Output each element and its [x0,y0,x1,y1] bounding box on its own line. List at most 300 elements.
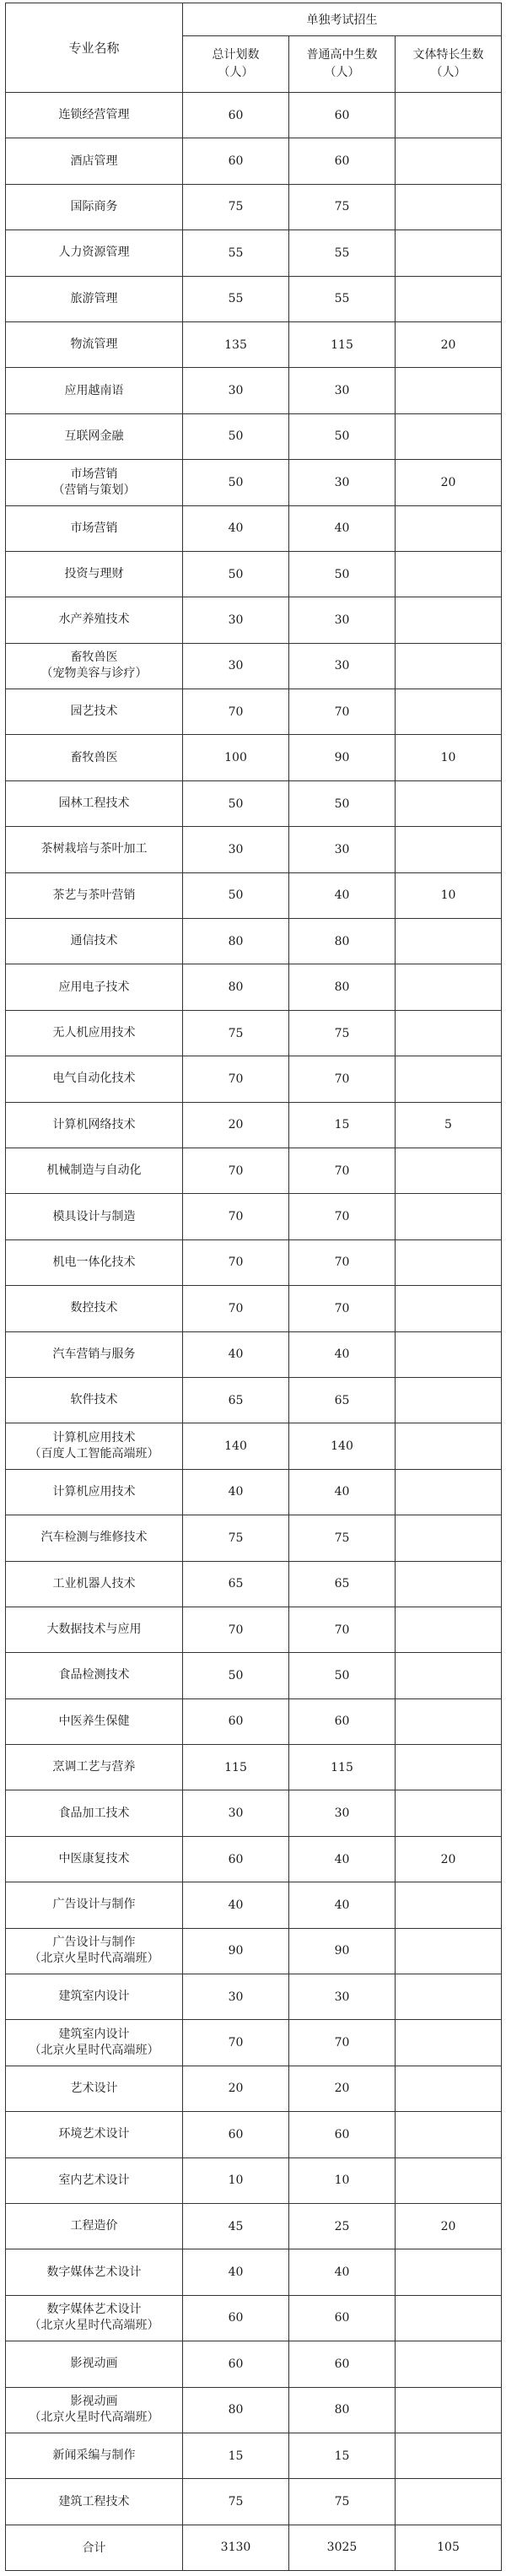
plan-body [6,93,502,2525]
total-plan-cell: 45 [183,2203,289,2249]
general-students-cell: 60 [289,1698,396,1744]
general-students-cell: 70 [289,2020,396,2066]
header-special-talent-line2: （人） [430,66,466,79]
major-name-cell [6,827,183,872]
special-talent-cell [396,2020,502,2066]
major-name-cell [6,1010,183,1056]
general-students-cell: 90 [289,735,396,780]
general-students-cell: 30 [289,827,396,872]
total-plan-cell: 80 [183,919,289,964]
table-row [6,1331,502,1377]
major-name: 软件技术 [70,1393,118,1407]
general-students-cell: 80 [289,964,396,1010]
table-row [6,2433,502,2478]
general-students-cell: 40 [289,872,396,918]
major-name-cell [6,1974,183,2020]
total-plan-cell: 60 [183,2112,289,2157]
general-students-cell: 40 [289,1836,396,1882]
table-row [6,1239,502,1285]
total-plan-cell: 40 [183,1331,289,1377]
special-talent-cell [396,1882,502,1928]
special-talent-cell: 10 [396,735,502,780]
special-talent-cell [396,505,502,551]
enrollment-plan-table [5,3,502,2571]
major-name: 广告设计与制作 [52,1898,136,1912]
total-plan-cell: 20 [183,1102,289,1148]
table-row [6,1607,502,1652]
general-students-cell: 55 [289,276,396,321]
major-name-cell [6,1882,183,1928]
special-talent-cell [396,780,502,826]
total-plan-cell: 60 [183,93,289,138]
major-name: 艺术设计 [70,2081,118,2095]
total-plan-cell: 30 [183,643,289,689]
major-name-cell [6,2249,183,2295]
special-talent-cell [396,1698,502,1744]
major-name-cell [6,1836,183,1882]
special-talent-cell [396,368,502,413]
general-students-cell: 30 [289,597,396,643]
general-students-cell: 40 [289,1469,396,1515]
major-name-cell [6,1148,183,1193]
table-row [6,689,502,735]
total-plan-cell: 65 [183,1377,289,1423]
major-name: 投资与理财 [64,567,124,581]
special-talent-cell [396,1607,502,1652]
table-row [6,230,502,276]
total-plan-cell: 40 [183,505,289,551]
general-students-cell: 60 [289,2295,396,2341]
total-plan-cell: 70 [183,1286,289,1331]
major-name-cell [6,1377,183,1423]
table-row [6,2479,502,2525]
major-name-cell [6,2157,183,2203]
major-name: 机电一体化技术 [52,1255,136,1269]
special-talent-cell [396,2387,502,2433]
special-talent-cell [396,643,502,689]
total-special-sum: 105 [396,2525,502,2570]
general-students-cell: 65 [289,1561,396,1607]
general-students-cell: 50 [289,413,396,459]
table-row [6,735,502,780]
table-row [6,872,502,918]
table-row [6,2341,502,2387]
total-general-sum: 3025 [289,2525,396,2570]
table-row [6,2387,502,2433]
general-students-cell: 55 [289,230,396,276]
major-name-note: （宠物美容与诊疗） [40,667,148,681]
major-name: 中医养生保健 [58,1714,130,1728]
major-name: 应用电子技术 [58,980,130,994]
header-total-plan [183,36,289,93]
general-students-cell: 70 [289,689,396,735]
major-name-cell [6,2203,183,2249]
total-plan-cell: 75 [183,1515,289,1561]
total-plan-cell: 10 [183,2157,289,2203]
major-name-cell [6,321,183,367]
major-name: 建筑室内设计 [58,2028,130,2042]
special-talent-cell [396,1331,502,1377]
major-name-cell [6,460,183,505]
table-row [6,1790,502,1836]
general-students-cell: 75 [289,2479,396,2525]
major-name-note: （北京火星时代高端班） [29,2411,159,2425]
special-talent-cell [396,2295,502,2341]
major-name: 园艺技术 [70,705,118,719]
major-name-cell [6,597,183,643]
major-name: 机械制造与自动化 [46,1164,142,1178]
total-plan-sum: 3130 [183,2525,289,2570]
table-row [6,368,502,413]
total-plan-cell: 60 [183,1836,289,1882]
special-talent-cell [396,1928,502,1974]
special-talent-cell [396,1974,502,2020]
special-talent-cell [396,1469,502,1515]
header-major-name: 专业名称 [6,3,183,93]
total-plan-cell: 90 [183,1928,289,1974]
major-name-cell [6,1928,183,1974]
major-name-cell [6,93,183,138]
general-students-cell: 75 [289,1010,396,1056]
table-row [6,460,502,505]
special-talent-cell [396,2479,502,2525]
general-students-cell: 75 [289,184,396,230]
major-name-cell [6,1698,183,1744]
table-row [6,1286,502,1331]
table-row [6,184,502,230]
major-name: 食品检测技术 [58,1668,130,1682]
general-students-cell: 25 [289,2203,396,2249]
general-students-cell: 75 [289,1515,396,1561]
total-plan-cell: 30 [183,1974,289,2020]
major-name-note: （百度人工智能高端班） [29,1447,159,1461]
header-special-talent-line1: 文体特长生数 [412,48,484,62]
major-name: 畜牧兽医 [70,651,118,665]
table-row [6,413,502,459]
major-name-note: （北京火星时代高端班） [29,2044,159,2058]
major-name-note: （北京火星时代高端班） [29,1952,159,1966]
table-row [6,1974,502,2020]
major-name-cell [6,1423,183,1469]
table-row [6,276,502,321]
table-row [6,1882,502,1928]
major-name: 计算机网络技术 [52,1117,136,1131]
major-name: 畜牧兽医 [70,750,118,764]
major-name: 水产养殖技术 [58,613,130,627]
general-students-cell: 60 [289,93,396,138]
major-name-cell [6,1056,183,1102]
total-plan-cell: 60 [183,2295,289,2341]
general-students-cell: 30 [289,368,396,413]
major-name: 茶树栽培与茶叶加工 [40,842,148,856]
major-name-cell [6,230,183,276]
header-total-plan-line2: （人） [218,66,254,79]
major-name-cell [6,2479,183,2525]
major-name: 烹调工艺与营养 [52,1760,136,1774]
general-students-cell: 50 [289,780,396,826]
table-row [6,2157,502,2203]
special-talent-cell [396,919,502,964]
general-students-cell: 140 [289,1423,396,1469]
major-name: 建筑工程技术 [58,2494,130,2508]
special-talent-cell [396,1790,502,1836]
major-name: 新闻采编与制作 [52,2449,136,2463]
major-name-cell [6,2112,183,2157]
major-name-cell [6,1745,183,1790]
general-students-cell: 15 [289,1102,396,1148]
major-name-cell [6,276,183,321]
total-plan-cell: 75 [183,1010,289,1056]
header-independent-exam: 单独考试招生 [183,3,502,36]
major-name-cell [6,184,183,230]
special-talent-cell [396,1561,502,1607]
total-plan-cell: 65 [183,1561,289,1607]
major-name-cell [6,1469,183,1515]
total-plan-cell: 140 [183,1423,289,1469]
general-students-cell: 10 [289,2157,396,2203]
major-name: 中医康复技术 [58,1852,130,1866]
total-plan-cell: 70 [183,689,289,735]
major-name: 连锁经营管理 [58,108,130,122]
special-talent-cell [396,1423,502,1469]
major-name: 人力资源管理 [58,246,130,260]
header-general-students-line1: 普通高中生数 [306,48,378,62]
table-row [6,1377,502,1423]
major-name-cell [6,1561,183,1607]
major-name: 模具设计与制造 [52,1209,136,1223]
table-row [6,1698,502,1744]
special-talent-cell [396,1239,502,1285]
special-talent-cell [396,1194,502,1239]
header-general-students-line2: （人） [324,66,360,79]
major-name: 环境艺术设计 [58,2127,130,2141]
major-name-cell [6,2066,183,2111]
total-plan-cell: 60 [183,138,289,184]
special-talent-cell [396,827,502,872]
table-row [6,138,502,184]
total-plan-cell: 50 [183,1653,289,1698]
major-name: 大数据技术与应用 [46,1623,142,1637]
total-plan-cell: 80 [183,964,289,1010]
special-talent-cell [396,1515,502,1561]
general-students-cell: 115 [289,1745,396,1790]
major-name: 旅游管理 [70,291,118,305]
special-talent-cell: 20 [396,1836,502,1882]
total-plan-cell: 75 [183,2479,289,2525]
major-name: 通信技术 [70,934,118,948]
major-name: 广告设计与制作 [52,1936,136,1950]
major-name: 工程造价 [70,2219,118,2233]
total-plan-cell: 70 [183,1607,289,1652]
general-students-cell: 60 [289,2341,396,2387]
major-name: 互联网金融 [64,429,124,443]
general-students-cell: 70 [289,1056,396,1102]
general-students-cell: 70 [289,1194,396,1239]
major-name-note: （北京火星时代高端班） [29,2319,159,2333]
table-row [6,964,502,1010]
major-name-cell [6,872,183,918]
table-row [6,1515,502,1561]
table-row [6,321,502,367]
major-name: 数字媒体艺术设计 [46,2265,142,2279]
table-row [6,1056,502,1102]
table-row [6,2066,502,2111]
total-plan-cell: 70 [183,1239,289,1285]
special-talent-cell [396,2341,502,2387]
major-name-cell [6,1790,183,1836]
major-name: 食品加工技术 [58,1806,130,1820]
total-plan-cell: 40 [183,1469,289,1515]
special-talent-cell [396,276,502,321]
table-row [6,1653,502,1698]
table-row [6,1836,502,1882]
major-name-cell [6,643,183,689]
total-plan-cell: 115 [183,1745,289,1790]
general-students-cell: 30 [289,643,396,689]
general-students-cell: 80 [289,919,396,964]
total-plan-cell: 50 [183,551,289,597]
special-talent-cell [396,1056,502,1102]
general-students-cell: 50 [289,551,396,597]
general-students-cell: 30 [289,1790,396,1836]
special-talent-cell [396,230,502,276]
major-name-cell [6,2387,183,2433]
major-name-cell [6,735,183,780]
table-row [6,1561,502,1607]
major-name-cell [6,413,183,459]
special-talent-cell [396,2066,502,2111]
table-row [6,919,502,964]
table-row [6,2295,502,2341]
header-total-plan-line1: 总计划数 [212,48,260,62]
total-plan-cell: 15 [183,2433,289,2478]
table-row [6,1469,502,1515]
special-talent-cell [396,413,502,459]
table-row [6,1745,502,1790]
major-name: 计算机应用技术 [52,1484,136,1499]
major-name: 数控技术 [70,1301,118,1315]
table-row [6,2249,502,2295]
total-plan-cell: 70 [183,1056,289,1102]
major-name: 影视动画 [70,2395,118,2409]
general-students-cell: 50 [289,1653,396,1698]
major-name-cell [6,1331,183,1377]
header-general-students [289,36,396,93]
special-talent-cell: 20 [396,321,502,367]
general-students-cell: 60 [289,2112,396,2157]
table-row [6,1194,502,1239]
total-plan-cell: 100 [183,735,289,780]
major-name-cell [6,1194,183,1239]
major-name-cell [6,2341,183,2387]
major-name-cell [6,505,183,551]
major-name: 茶艺与茶叶营销 [52,888,136,902]
total-label: 合计 [6,2525,183,2570]
major-name: 计算机应用技术 [52,1431,136,1445]
major-name-cell [6,1286,183,1331]
total-plan-cell: 75 [183,184,289,230]
major-name: 市场营销 [70,521,118,535]
total-plan-cell: 60 [183,2341,289,2387]
special-talent-cell [396,184,502,230]
major-name-note: （营销与策划） [52,483,136,497]
total-plan-cell: 70 [183,1194,289,1239]
major-name: 建筑室内设计 [58,1990,130,2004]
general-students-cell: 40 [289,505,396,551]
general-students-cell: 40 [289,1882,396,1928]
special-talent-cell [396,2433,502,2478]
total-plan-cell: 55 [183,276,289,321]
general-students-cell: 65 [289,1377,396,1423]
total-plan-cell: 30 [183,1790,289,1836]
special-talent-cell [396,1745,502,1790]
special-talent-cell [396,2157,502,2203]
major-name-cell [6,780,183,826]
major-name: 物流管理 [70,338,118,352]
general-students-cell: 40 [289,1331,396,1377]
total-plan-cell: 50 [183,872,289,918]
major-name: 应用越南语 [64,383,124,397]
table-row [6,93,502,138]
major-name-cell [6,1515,183,1561]
total-plan-cell: 30 [183,597,289,643]
major-name-cell [6,2433,183,2478]
general-students-cell: 30 [289,1974,396,2020]
general-students-cell: 40 [289,2249,396,2295]
general-students-cell: 115 [289,321,396,367]
major-name: 影视动画 [70,2357,118,2371]
total-plan-cell: 40 [183,2249,289,2295]
major-name-cell [6,2020,183,2066]
table-row [6,827,502,872]
header-special-talent [396,36,502,93]
general-students-cell: 90 [289,1928,396,1974]
table-row [6,597,502,643]
special-talent-cell: 20 [396,460,502,505]
general-students-cell: 80 [289,2387,396,2433]
major-name: 园林工程技术 [58,797,130,811]
major-name-cell [6,964,183,1010]
total-plan-cell: 50 [183,413,289,459]
major-name: 电气自动化技术 [52,1072,136,1086]
major-name-cell [6,919,183,964]
special-talent-cell [396,1377,502,1423]
special-talent-cell [396,1653,502,1698]
special-talent-cell [396,2112,502,2157]
major-name-cell [6,689,183,735]
special-talent-cell [396,964,502,1010]
special-talent-cell: 20 [396,2203,502,2249]
general-students-cell: 70 [289,1286,396,1331]
total-plan-cell: 60 [183,1698,289,1744]
table-row [6,1010,502,1056]
major-name: 室内艺术设计 [58,2173,130,2187]
special-talent-cell [396,1148,502,1193]
total-row [6,2525,502,2570]
major-name: 汽车营销与服务 [52,1347,136,1361]
table-row [6,1102,502,1148]
special-talent-cell [396,597,502,643]
total-plan-cell: 30 [183,827,289,872]
table-row [6,551,502,597]
table-row [6,2112,502,2157]
table-row [6,780,502,826]
table-row [6,2020,502,2066]
total-plan-cell: 30 [183,368,289,413]
special-talent-cell [396,551,502,597]
major-name-cell [6,138,183,184]
general-students-cell: 20 [289,2066,396,2111]
